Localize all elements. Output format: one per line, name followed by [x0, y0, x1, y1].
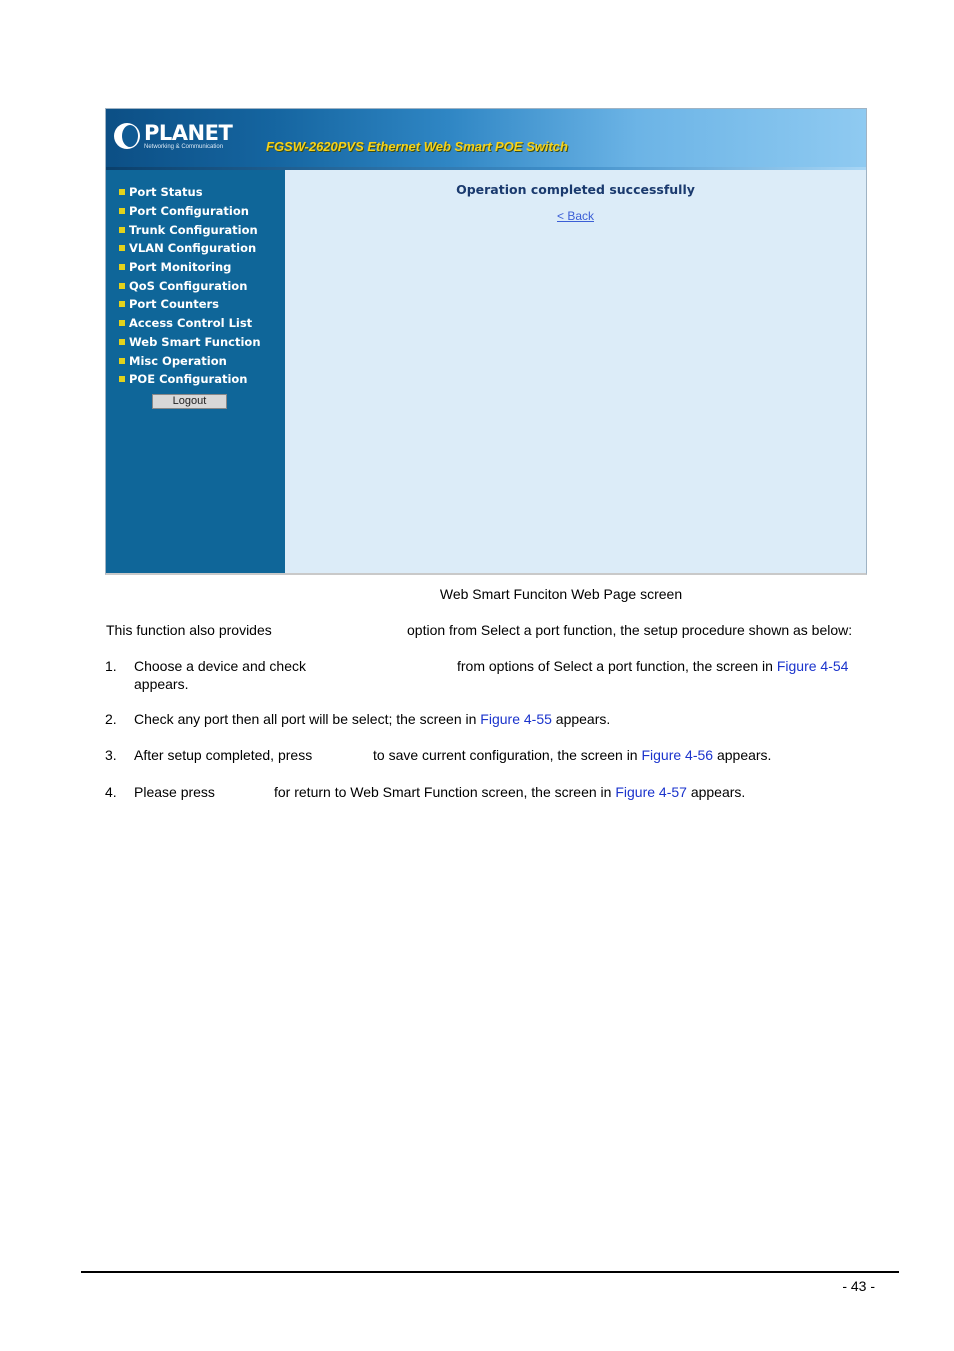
step-1-text-c: appears.	[134, 676, 189, 692]
step-number: 1.	[105, 658, 117, 674]
figure-link[interactable]: Figure 4-54	[776, 658, 849, 674]
figure-link[interactable]: Figure 4-55	[480, 711, 552, 727]
bullet-icon	[119, 264, 125, 270]
sidebar-item-port-counters[interactable]: Port Counters	[119, 295, 285, 314]
bullet-icon	[119, 376, 125, 382]
intro-part-1: This function also provides	[106, 622, 272, 638]
sidebar-item-port-status[interactable]: Port Status	[119, 183, 285, 202]
figure-caption: Web Smart Funciton Web Page screen	[439, 586, 683, 602]
sidebar-item-vlan-configuration[interactable]: VLAN Configuration	[119, 239, 285, 258]
bullet-icon	[119, 358, 125, 364]
status-message: Operation completed successfully	[456, 182, 695, 197]
sidebar-item-poe-configuration[interactable]: POE Configuration	[119, 370, 285, 389]
bullet-icon	[119, 189, 125, 195]
logout-button[interactable]: Logout	[152, 394, 227, 409]
sidebar-item-misc-operation[interactable]: Misc Operation	[119, 351, 285, 370]
bullet-icon	[119, 283, 125, 289]
sidebar-item-port-monitoring[interactable]: Port Monitoring	[119, 258, 285, 277]
bullet-icon	[119, 301, 125, 307]
step-number: 2.	[105, 711, 117, 727]
figure-link[interactable]: Figure 4-56	[641, 747, 714, 763]
sidebar-item-port-configuration[interactable]: Port Configuration	[119, 202, 285, 221]
step-1-text-b: from options of Select a port function, the screen in Figure 4-54	[457, 658, 849, 674]
bullet-icon	[119, 245, 125, 251]
header-banner	[106, 109, 866, 170]
step-1-text-a: Choose a device and check	[134, 658, 306, 674]
bullet-icon	[119, 227, 125, 233]
back-link[interactable]: < Back	[556, 209, 595, 223]
planet-logo-icon	[114, 123, 140, 149]
brand-tagline: Networking & Communication	[144, 143, 224, 150]
page-number: - 43 -	[842, 1278, 875, 1294]
sidebar	[106, 170, 285, 573]
footer-rule	[81, 1271, 899, 1273]
brand-name: PLANET	[144, 120, 233, 145]
sidebar-item-access-control-list[interactable]: Access Control List	[119, 314, 285, 333]
sidebar-item-web-smart-function[interactable]: Web Smart Function	[119, 333, 285, 352]
step-3-text-a: After setup completed, press	[134, 747, 313, 763]
bullet-icon	[119, 208, 125, 214]
product-title: FGSW-2620PVS Ethernet Web Smart POE Switch	[266, 139, 568, 154]
figure-link[interactable]: Figure 4-57	[615, 784, 687, 800]
step-number: 4.	[105, 784, 117, 800]
step-3-text-b: to save current configuration, the screen in Figure 4-56 appears.	[373, 747, 772, 763]
sidebar-item-qos-configuration[interactable]: QoS Configuration	[119, 276, 285, 295]
step-4-text-b: for return to Web Smart Function screen, the screen in Figure 4-57 appears.	[274, 784, 746, 800]
intro-part-2: option from Select a port function, the setup procedure shown as below:	[407, 622, 853, 638]
step-number: 3.	[105, 747, 117, 763]
switch-web-ui-screenshot	[105, 108, 867, 575]
planet-logo	[114, 118, 232, 154]
step-2-text: Check any port then all port will be select; the screen in Figure 4-55 appears.	[134, 711, 611, 727]
bullet-icon	[119, 320, 125, 326]
sidebar-item-trunk-configuration[interactable]: Trunk Configuration	[119, 220, 285, 239]
step-4-text-a: Please press	[134, 784, 215, 800]
sidebar-nav	[106, 170, 285, 389]
main-content	[285, 170, 866, 573]
bullet-icon	[119, 339, 125, 345]
